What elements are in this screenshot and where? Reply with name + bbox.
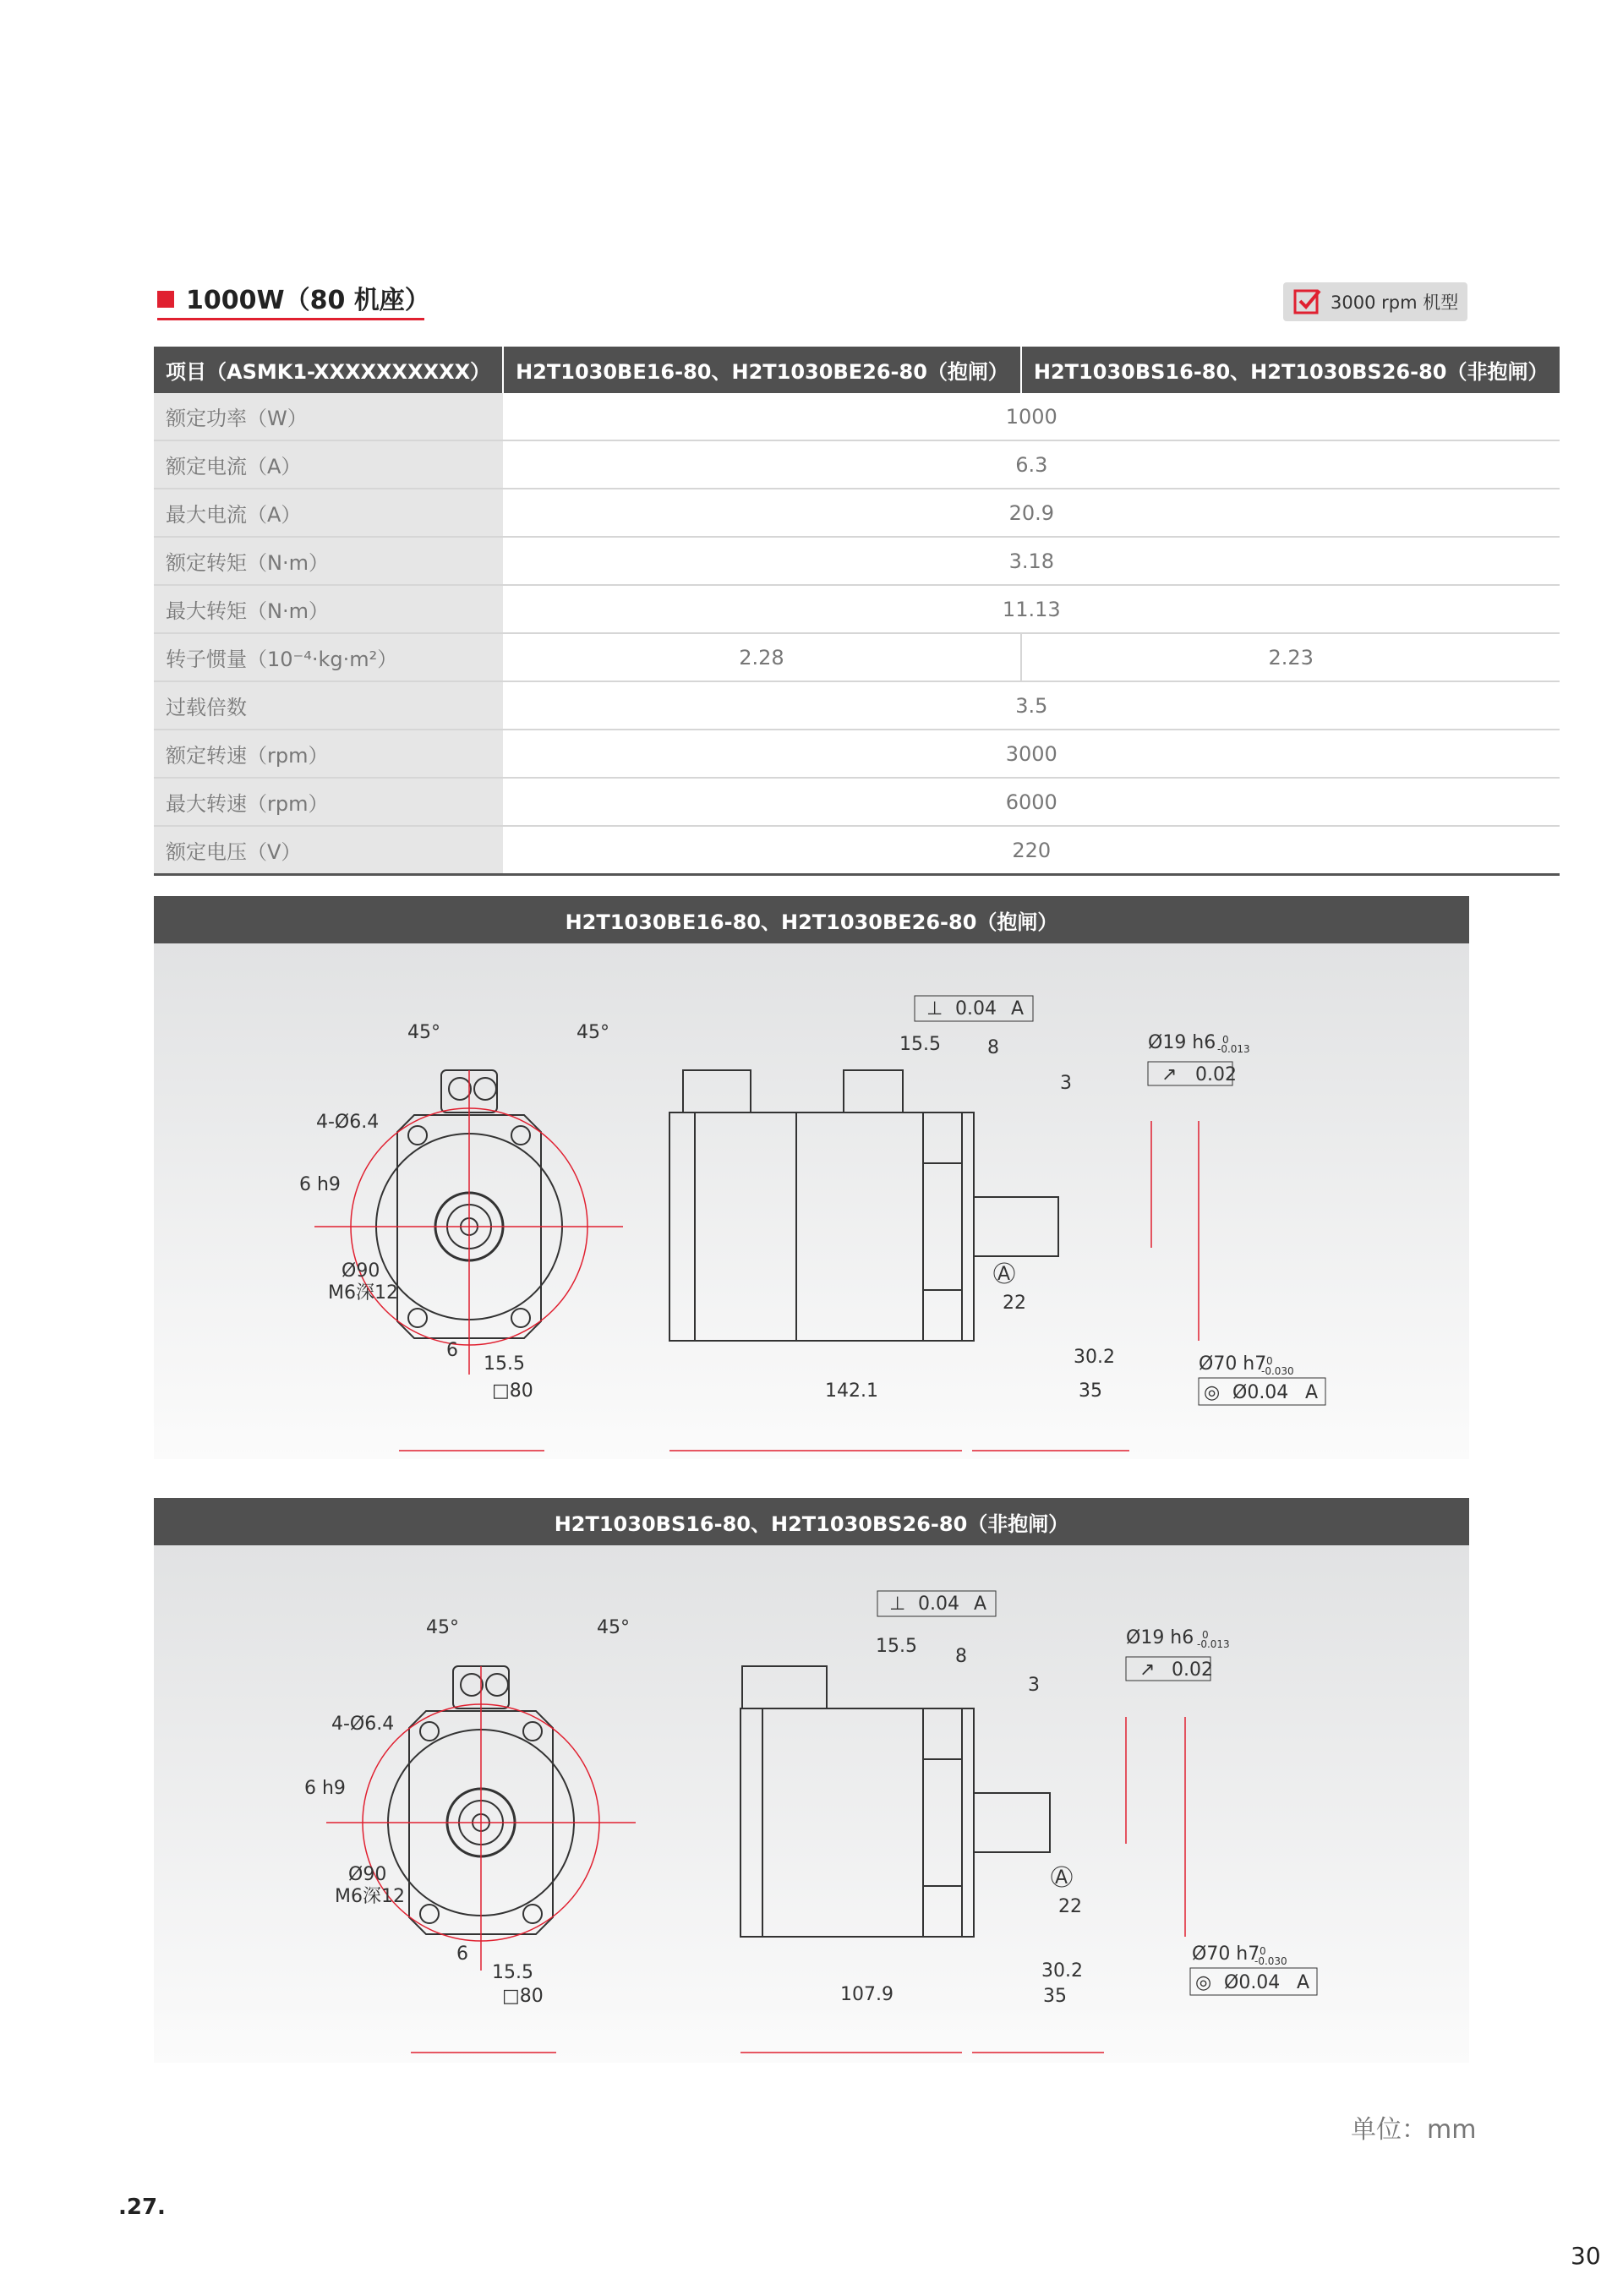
drawing-1-title: H2T1030BE16-80、H2T1030BE26-80（抱闸）	[154, 896, 1469, 943]
perpendicular-icon: ⊥	[926, 998, 943, 1020]
dim-spigot-tol-bot: -0.030	[1254, 1955, 1287, 1967]
dim-22: 22	[1003, 1293, 1026, 1314]
runout-icon: ↗	[1161, 1064, 1178, 1085]
spec-table	[154, 347, 1560, 876]
dim-35: 35	[1079, 1380, 1102, 1402]
dim-square: □80	[492, 1380, 533, 1402]
rpm-badge	[1283, 282, 1467, 321]
dim-3: 3	[1028, 1675, 1040, 1696]
concentricity-icon: ◎	[1204, 1382, 1221, 1403]
title-square-icon	[157, 291, 174, 308]
runout-icon: ↗	[1139, 1659, 1156, 1681]
dim-35: 35	[1043, 1986, 1067, 2007]
drawing-2	[154, 1545, 1469, 2063]
table-row: 最大电流（A） 20.9	[154, 489, 1560, 537]
dim-perp: 0.04	[918, 1594, 959, 1615]
dim-holes: 4-Ø6.4	[331, 1714, 395, 1735]
unit-note: 单位：mm	[1351, 2115, 1477, 2145]
table-row: 最大转速（rpm） 6000	[154, 778, 1560, 826]
dim-shaft-tol-bot: -0.013	[1197, 1638, 1230, 1650]
drawing-2-title: H2T1030BS16-80、H2T1030BS26-80（非抱闸）	[154, 1498, 1469, 1545]
dim-spigot: Ø70 h7	[1192, 1943, 1260, 1965]
dim-30-2: 30.2	[1041, 1960, 1083, 1982]
table-row: 转子惯量（10⁻⁴·kg·m²） 2.28 2.23	[154, 633, 1560, 681]
dim-angle-left: 45°	[426, 1617, 459, 1638]
dim-length: 142.1	[825, 1380, 878, 1402]
dim-shaft: Ø19 h6	[1148, 1032, 1216, 1053]
table-row: 过载倍数 3.5	[154, 681, 1560, 730]
datum-label-2: A	[1305, 1382, 1319, 1403]
page-label: .27.	[118, 2195, 166, 2220]
dim-spigot-tol-top: 0	[1260, 1945, 1266, 1957]
table-row: 额定功率（W） 1000	[154, 393, 1560, 440]
header-nonbrake: H2T1030BS16-80、H2T1030BS26-80（非抱闸）	[1021, 347, 1560, 393]
dim-step: 8	[987, 1037, 999, 1058]
dim-concentricity: Ø0.04	[1224, 1972, 1281, 1993]
dim-pcd: Ø90	[342, 1260, 380, 1282]
dim-flat: 15.5	[876, 1636, 917, 1657]
dim-step: 8	[955, 1646, 967, 1667]
dim-shaft-tol-bot: -0.013	[1217, 1043, 1250, 1055]
title-underline	[157, 318, 424, 320]
dim-runout: 0.02	[1172, 1659, 1213, 1681]
dim-shaft-tol-top: 0	[1202, 1629, 1209, 1641]
table-row: 额定电压（V） 220	[154, 826, 1560, 875]
dim-shaft: Ø19 h6	[1126, 1627, 1194, 1648]
dim-15-5: 15.5	[492, 1962, 533, 1983]
datum-marker: A	[1055, 1867, 1068, 1889]
table-row: 额定转矩（N·m） 3.18	[154, 537, 1560, 585]
badge-label: 3000 rpm 机型	[1331, 292, 1459, 313]
dim-3: 3	[1060, 1073, 1072, 1094]
datum-label: A	[974, 1594, 987, 1615]
dim-key: 6 h9	[304, 1778, 346, 1799]
dim-key: 6 h9	[299, 1174, 341, 1195]
datum-marker: A	[997, 1264, 1011, 1285]
table-row: 额定电流（A） 6.3	[154, 440, 1560, 489]
dim-spigot: Ø70 h7	[1199, 1353, 1267, 1375]
dim-15-5: 15.5	[484, 1353, 525, 1375]
dim-30-2: 30.2	[1074, 1347, 1115, 1368]
dim-perp: 0.04	[955, 998, 997, 1020]
concentricity-icon: ◎	[1195, 1972, 1212, 1993]
dim-22: 22	[1058, 1896, 1082, 1917]
dim-angle-left: 45°	[407, 1022, 440, 1043]
page-number: 30	[1571, 2242, 1601, 2270]
drawing-1	[154, 943, 1469, 1459]
checkbox-checked-icon	[1293, 287, 1322, 316]
dim-6: 6	[446, 1340, 458, 1361]
datum-label: A	[1011, 998, 1025, 1020]
header-brake: H2T1030BE16-80、H2T1030BE26-80（抱闸）	[503, 347, 1021, 393]
dim-thread: M6深12	[335, 1886, 405, 1907]
datum-label-2: A	[1297, 1972, 1310, 1993]
dim-length: 107.9	[840, 1984, 893, 2005]
dim-concentricity: Ø0.04	[1232, 1382, 1289, 1403]
dim-angle-right: 45°	[577, 1022, 609, 1043]
section-title-text: 1000W（80 机座）	[186, 286, 430, 315]
dim-thread: M6深12	[328, 1282, 398, 1304]
dim-spigot-tol-top: 0	[1266, 1355, 1273, 1367]
dim-flat: 15.5	[899, 1034, 941, 1055]
dim-runout: 0.02	[1195, 1064, 1237, 1085]
dim-angle-right: 45°	[597, 1617, 630, 1638]
dim-spigot-tol-bot: -0.030	[1261, 1365, 1294, 1377]
dim-shaft-tol-top: 0	[1222, 1034, 1229, 1046]
dim-pcd: Ø90	[348, 1864, 387, 1885]
section-title	[157, 279, 430, 316]
header-item: 项目（ASMK1-XXXXXXXXXX）	[154, 347, 503, 393]
dim-6: 6	[456, 1943, 468, 1965]
dim-holes: 4-Ø6.4	[316, 1112, 380, 1133]
dim-square: □80	[502, 1986, 544, 2007]
table-header-row	[154, 347, 1560, 393]
table-row: 最大转矩（N·m） 11.13	[154, 585, 1560, 633]
perpendicular-icon: ⊥	[889, 1594, 906, 1615]
table-row: 额定转速（rpm） 3000	[154, 730, 1560, 778]
